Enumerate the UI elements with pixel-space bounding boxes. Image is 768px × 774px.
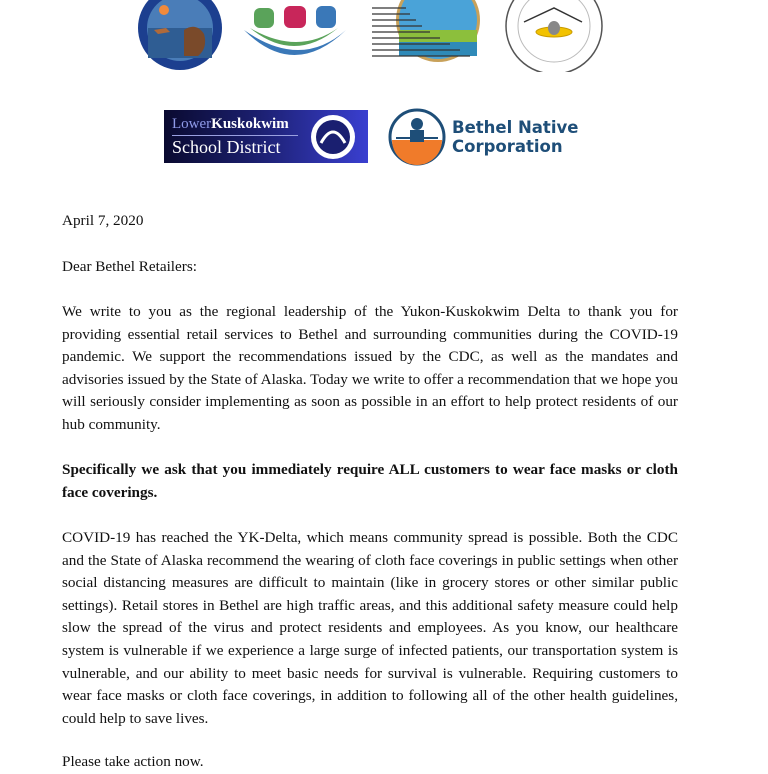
bnc-emblem-icon: [388, 108, 446, 166]
letter-salutation: Dear Bethel Retailers:: [62, 258, 197, 275]
housing-authority-seal-logo: [500, 0, 608, 72]
wildlife-refuge-logo: [366, 0, 480, 66]
paragraph-request: Specifically we ask that you immediately require ALL customers to wear face masks or cloth face coverings.: [62, 461, 678, 501]
paragraph-call-to-action: Please take action now.: [62, 753, 204, 770]
lksd-logo: [164, 110, 368, 163]
community-figures-logo: [242, 0, 348, 70]
bnc-line2: Corporation: [452, 137, 563, 156]
paragraph-rationale: COVID-19 has reached the YK-Delta, which means community spread is possible. Both the CDC and the State of Alaska recommend the wearing of cloth face coverings in public settings when other social distancing measures are difficult to maintain (like in grocery stores or other similar public settings). Retail stores in Bethel are high traffic areas, and this additional safety measure could help slow the spread of the virus and protect residents and employees. As you know, our healthcare system is vulnerable if we experience a large surge of infected patients, our transportation system is vulnerable, and our ability to meet basic needs for survival is vulnerable. Requiring customers to wear face masks or cloth face coverings, in addition to following all of the other health guidelines, could help to save lives.: [62, 529, 678, 727]
bnc-line1: Bethel Native: [452, 118, 579, 137]
letter-date: April 7, 2020: [62, 212, 144, 229]
bnc-logo-text: [452, 118, 578, 156]
lksd-emblem-icon: [309, 113, 357, 161]
lksd-school-district: School District: [172, 137, 281, 157]
paragraph-intro: We write to you as the regional leadership of the Yukon-Kuskokwim Delta to thank you for providing essential retail services to Bethel and surrounding communities during the COVID-19 pandemic. We support the recommendations issued by the CDC, as well as the mandates and advisories issued by the State of Alaska. Today we write to offer a recommendation that we hope you will seriously consider implementing as soon as possible in an effort to help protect residents of our hub community.: [62, 303, 678, 433]
avcp-seal-logo: [134, 0, 226, 72]
lksd-lower: Lower: [172, 116, 212, 132]
lksd-kuskokwim: Kuskokwim: [211, 116, 289, 132]
lksd-divider: [172, 135, 298, 136]
